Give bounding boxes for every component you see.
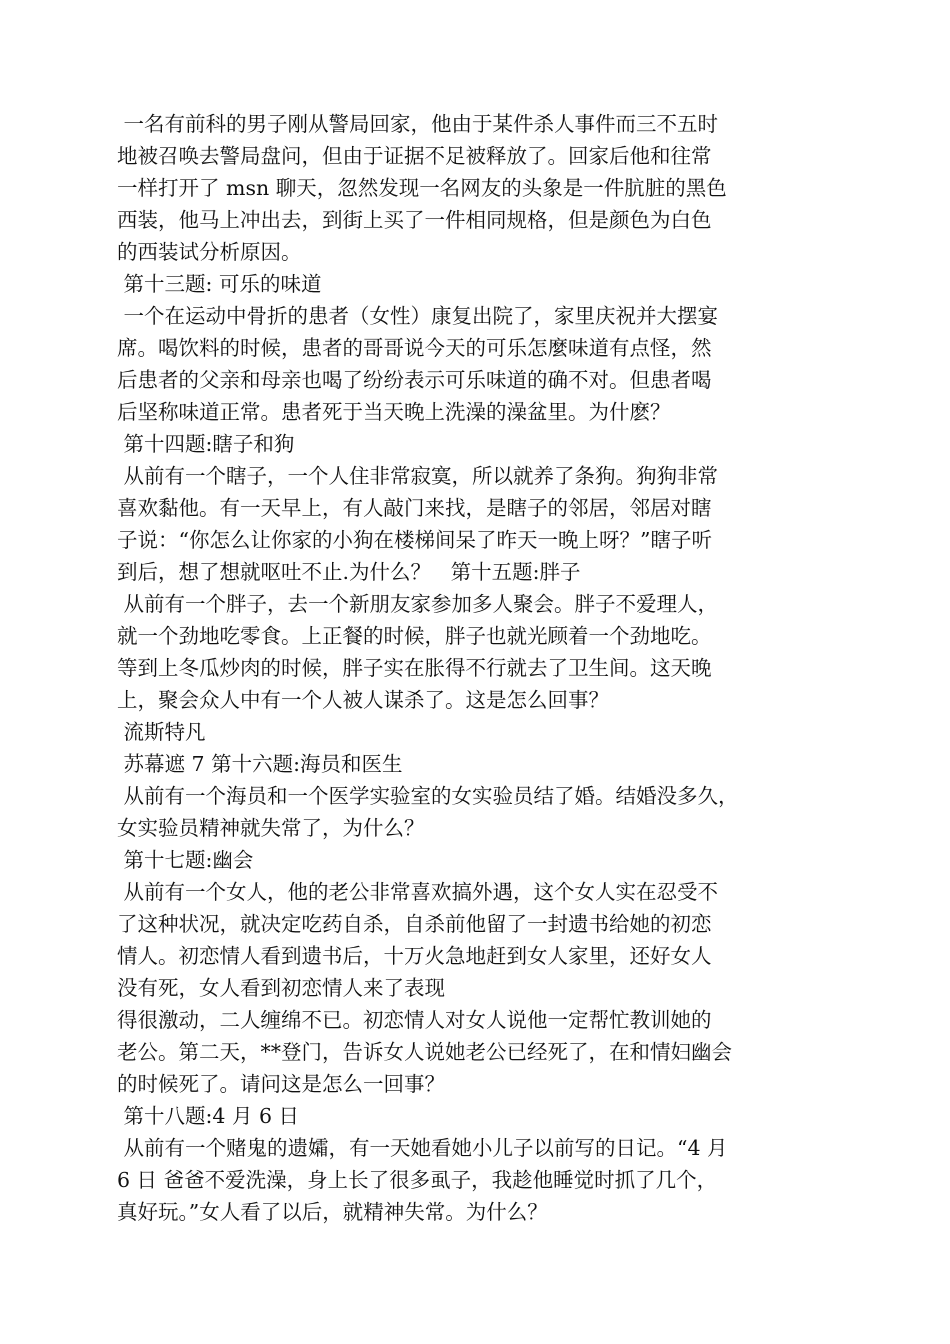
text-line: 从前有一个海员和一个医学实验室的女实验员结了婚。结婚没多久， — [117, 784, 739, 808]
document-body — [117, 108, 857, 1228]
text-line: 的时候死了。请问这是怎么一回事？ — [117, 1072, 445, 1096]
text-line: 西装，他马上冲出去，到街上买了一件相同规格，但是颜色为白色 — [117, 208, 712, 232]
text-line: 一名有前科的男子刚从警局回家，他由于某件杀人事件而三不五时 — [117, 112, 719, 136]
text-line: 从前有一个赌鬼的遗孀，有一天她看她小儿子以前写的日记。“4 月 — [117, 1136, 728, 1160]
text-line: 等到上冬瓜炒肉的时候，胖子实在胀得不行就去了卫生间。这天晚 — [117, 656, 712, 680]
text-line: 上，聚会众人中有一个人被人谋杀了。这是怎么回事？ — [117, 688, 609, 712]
text-line: 流斯特凡 — [117, 720, 206, 744]
text-line: 子说：“你怎么让你家的小狗在楼梯间呆了昨天一晚上呀？”瞎子听 — [117, 528, 712, 552]
text-line: 地被召唤去警局盘问，但由于证据不足被释放了。回家后他和往常 — [117, 144, 712, 168]
text-line: 的西装试分析原因。 — [117, 240, 302, 264]
text-line: 就一个劲地吃零食。上正餐的时候，胖子也就光顾着一个劲地吃。 — [117, 624, 712, 648]
heading-18: 第十八题:4 月 6 日 — [117, 1104, 300, 1128]
text-line: 女实验员精神就失常了，为什么？ — [117, 816, 425, 840]
text-line: 老公。第二天，**登门，告诉女人说她老公已经死了，在和情妇幽会 — [117, 1040, 732, 1064]
text-line: 6 日 爸爸不爱洗澡，身上长了很多虱子，我趁他睡觉时抓了几个， — [117, 1168, 718, 1192]
text-line: 了这种状况，就决定吃药自杀，自杀前他留了一封遗书给她的初恋 — [117, 912, 712, 936]
text-line: 从前有一个女人，他的老公非常喜欢搞外遇，这个女人实在忍受不 — [117, 880, 719, 904]
text-line: 后患者的父亲和母亲也喝了纷纷表示可乐味道的确不对。但患者喝 — [117, 368, 712, 392]
heading-17: 第十七题:幽会 — [117, 848, 254, 872]
text-line: 喜欢黏他。有一天早上，有人敲门来找，是瞎子的邻居，邻居对瞎 — [117, 496, 712, 520]
text-line: 到后，想了想就呕吐不止.为什么？ 第十五题:胖子 — [117, 560, 581, 584]
text-line: 情人。初恋情人看到遗书后，十万火急地赶到女人家里，还好女人 — [117, 944, 712, 968]
text-line: 席。喝饮料的时候，患者的哥哥说今天的可乐怎麼味道有点怪，然 — [117, 336, 712, 360]
text-line: 从前有一个胖子，去一个新朋友家参加多人聚会。胖子不爱理人， — [117, 592, 719, 616]
text-line: 得很激动，二人缠绵不已。初恋情人对女人说他一定帮忙教训她的 — [117, 1008, 712, 1032]
text-line: 后坚称味道正常。患者死于当天晚上洗澡的澡盆里。为什麽？ — [117, 400, 671, 424]
text-line: 真好玩。”女人看了以后，就精神失常。为什么？ — [117, 1200, 548, 1224]
text-line: 一个在运动中骨折的患者（女性）康复出院了，家里庆祝并大摆宴 — [117, 304, 719, 328]
heading-14: 第十四题:瞎子和狗 — [117, 432, 295, 456]
heading-13: 第十三题: 可乐的味道 — [117, 272, 322, 296]
text-line: 一样打开了 msn 聊天，忽然发现一名网友的头象是一件肮脏的黑色 — [117, 176, 727, 200]
text-line: 没有死，女人看到初恋情人来了表现 — [117, 976, 445, 1000]
heading-16: 苏幕遮 7 第十六题:海员和医生 — [117, 752, 403, 776]
text-line: 从前有一个瞎子，一个人住非常寂寞，所以就养了条狗。狗狗非常 — [117, 464, 719, 488]
